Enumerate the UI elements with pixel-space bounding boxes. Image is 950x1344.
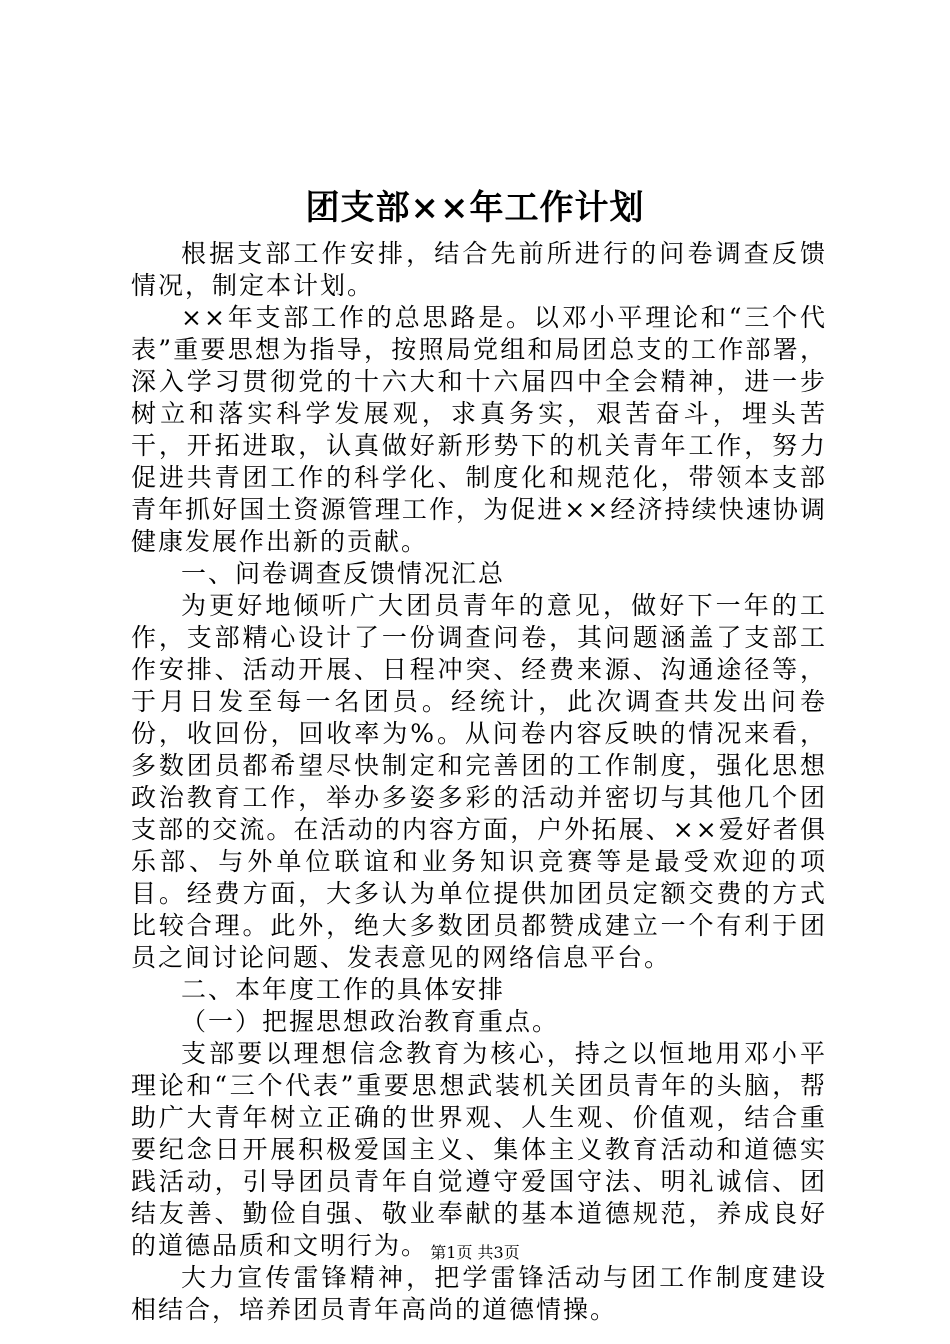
paragraph-education: 支部要以理想信念教育为核心，持之以恒地用邓小平理论和“三个代表”重要思想武装机关团员青年的头脑，帮助广大青年树立正确的世界观、人生观、价值观，结合重要纪念日开展积极爱国主义、集体主义教育活动和道德实践活动，引导团员青年自觉遵守爱国守法、明礼诚信、团结友善、勤俭自强、敬业奉献的基本道德规范，养成良好的道德品质和文明行为。 [131,1039,827,1260]
paragraph-survey-summary: 为更好地倾听广大团员青年的意见，做好下一年的工作，支部精心设计了一份调查问卷，其问题涵盖了支部工作安排、活动开展、日程冲突、经费来源、沟通途径等，于月日发至每一名团员。经统计，此次调查共发出问卷份，收回份，回收率为%。从问卷内容反映的情况来看，多数团员都希望尽快制定和完善团的工作制度，强化思想政治教育工作，举办多姿多彩的活动并密切与其他几个团支部的交流。在活动的内容方面，户外拓展、××爱好者俱乐部、与外单位联谊和业务知识竞赛等是最受欢迎的项目。经费方面，大多认为单位提供加团员定额交费的方式比较合理。此外，绝大多数团员都赞成建立一个有利于团员之间讨论问题、发表意见的网络信息平台。 [131,591,827,972]
paragraph-leifeng: 大力宣传雷锋精神，把学雷锋活动与团工作制度建设相结合，培养团员青年高尚的道德情操。 [131,1263,827,1324]
document-body [131,238,827,1326]
page-footer: 第1页 共3页 [430,1243,520,1262]
section-heading-arrangements: 二、本年度工作的具体安排 [181,975,506,1004]
subsection-heading-education: （一）把握思想政治教育重点。 [181,1007,560,1036]
paragraph-intro: 根据支部工作安排，结合先前所进行的问卷调查反馈情况，制定本计划。 [131,239,827,300]
paragraph-general-idea: ××年支部工作的总思路是。以邓小平理论和“三个代表”重要思想为指导，按照局党组和局团总支的工作部署，深入学习贯彻党的十六大和十六届四中全会精神，进一步树立和落实科学发展观，求真务实，艰苦奋斗，埋头苦干，开拓进取，认真做好新形势下的机关青年工作，努力促进共青团工作的科学化、制度化和规范化，带领本支部青年抓好国土资源管理工作，为促进××经济持续快速协调健康发展作出新的贡献。 [131,303,827,556]
document-title: 团支部××年工作计划 [305,188,645,228]
section-heading-survey: 一、问卷调查反馈情况汇总 [181,559,506,588]
